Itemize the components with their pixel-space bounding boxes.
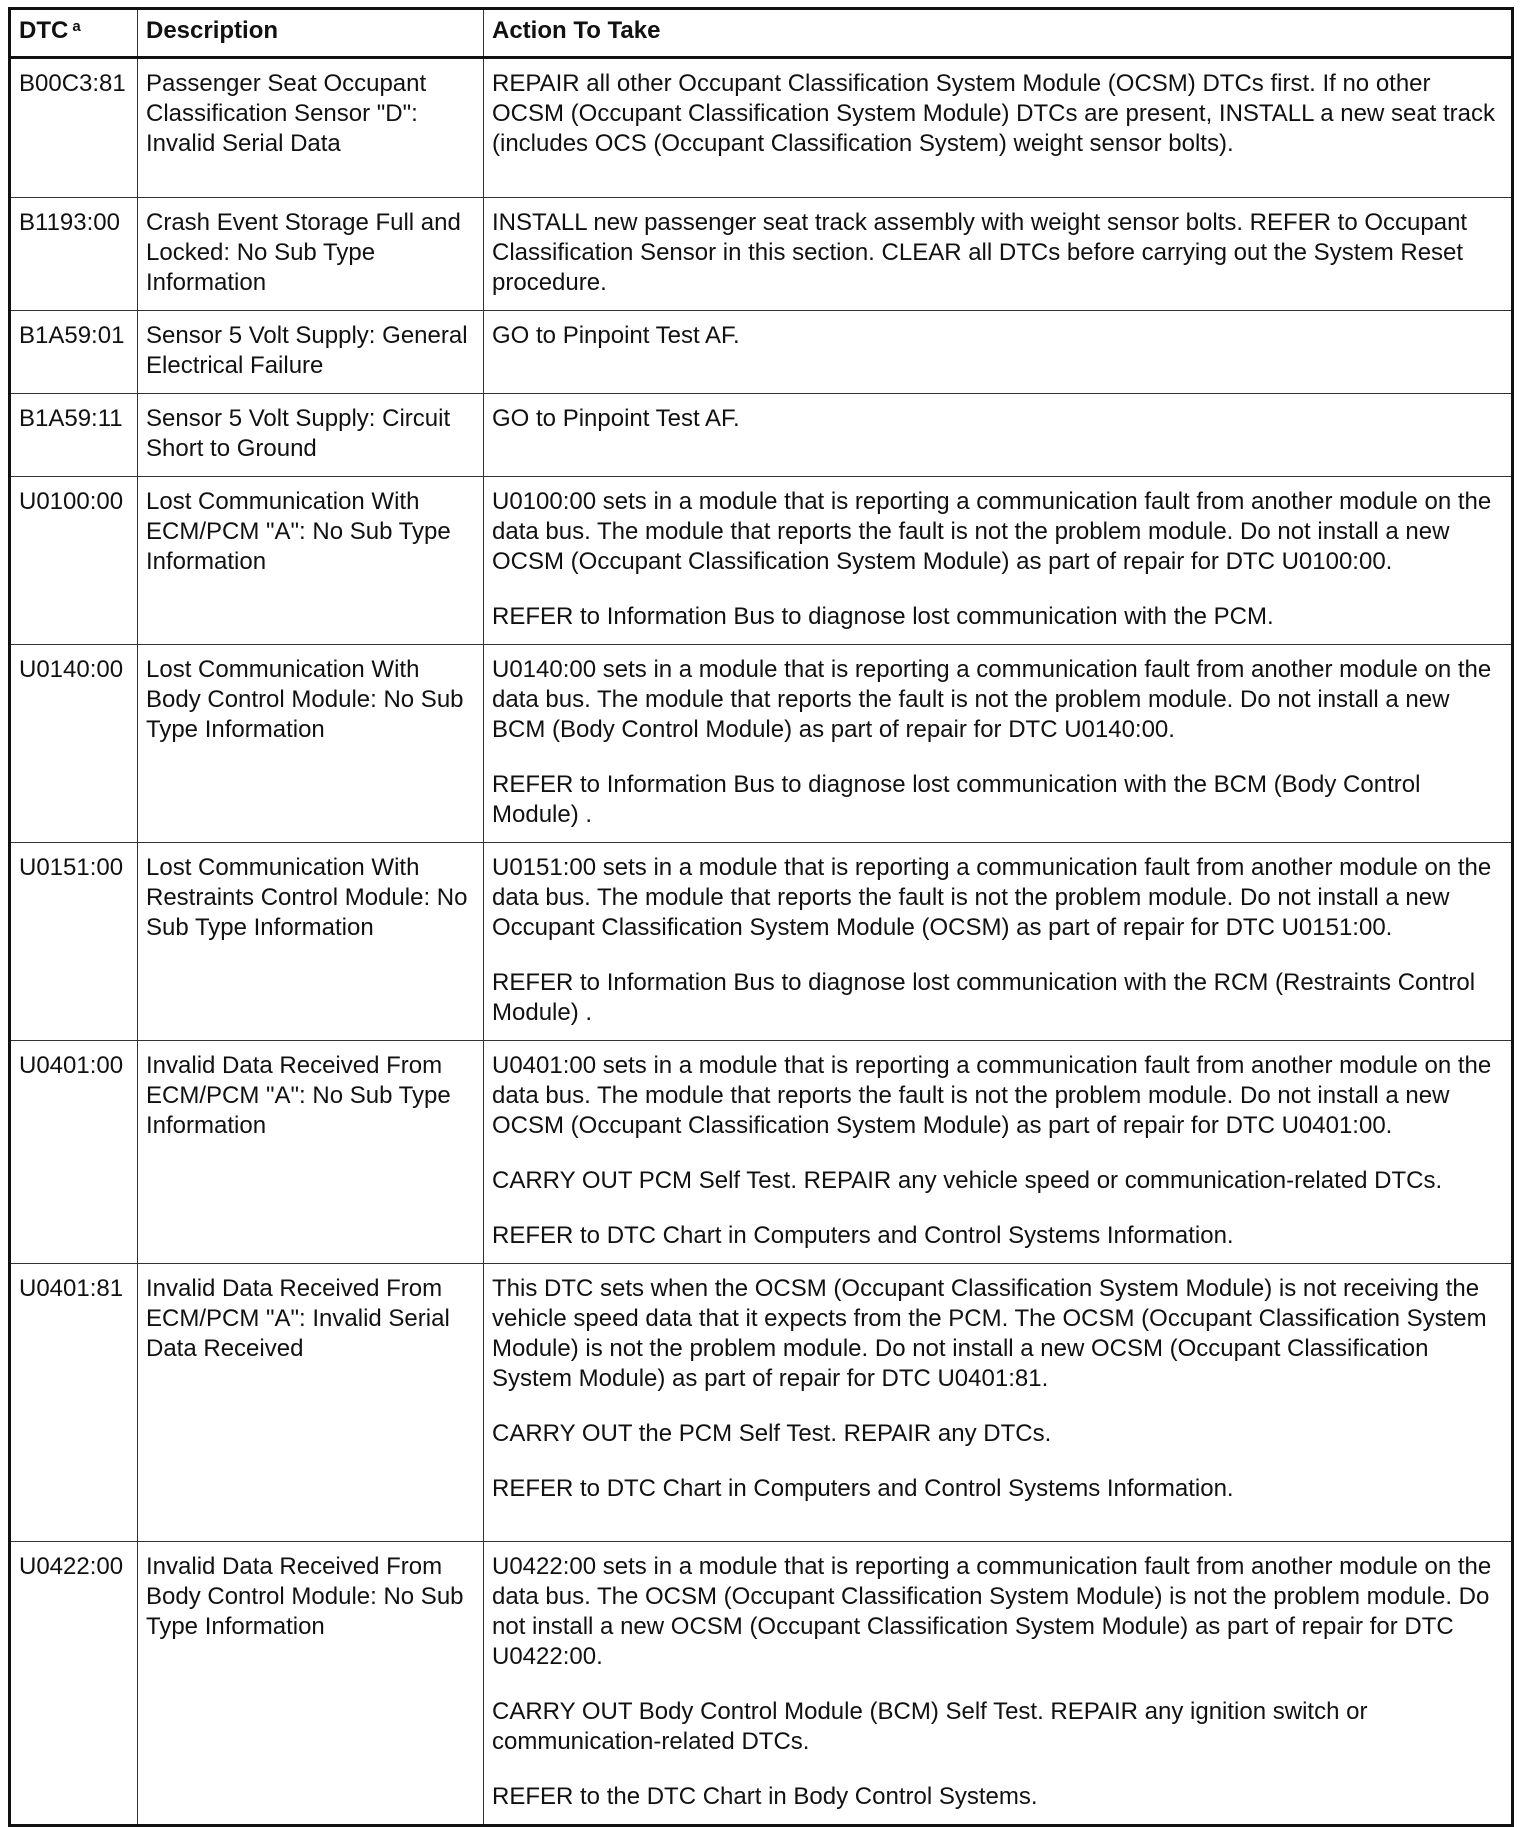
dtc-description: Invalid Data Received From ECM/PCM "A": Invalid Serial Data Received <box>138 1264 484 1542</box>
action-paragraph: GO to Pinpoint Test AF. <box>492 322 740 349</box>
dtc-code: B1193:00 <box>10 198 138 311</box>
dtc-action <box>484 394 1513 477</box>
action-paragraph: U0422:00 sets in a module that is reporting a communication fault from another module on the data bus. The OCSM (Occupant Classification System Module) is not the problem module. Do not install a new OCSM (Occupant Classification System Module) as part of repair for DTC U0422:00. <box>492 1553 1492 1670</box>
table-row <box>10 311 1513 394</box>
header-dtc <box>10 9 138 58</box>
action-paragraph: CARRY OUT PCM Self Test. REPAIR any vehicle speed or communication-related DTCs. <box>492 1167 1443 1194</box>
action-paragraph: REFER to DTC Chart in Computers and Control Systems Information. <box>492 1222 1234 1249</box>
dtc-code: B00C3:81 <box>10 58 138 198</box>
table-row <box>10 198 1513 311</box>
dtc-description: Lost Communication With ECM/PCM "A": No Sub Type Information <box>138 477 484 645</box>
dtc-description: Passenger Seat Occupant Classification Sensor "D": Invalid Serial Data <box>138 58 484 198</box>
action-paragraph: CARRY OUT the PCM Self Test. REPAIR any DTCs. <box>492 1420 1052 1447</box>
dtc-code: U0140:00 <box>10 645 138 843</box>
dtc-code: U0401:00 <box>10 1041 138 1264</box>
table-row <box>10 1264 1513 1542</box>
dtc-description: Crash Event Storage Full and Locked: No Sub Type Information <box>138 198 484 311</box>
action-paragraph: REFER to Information Bus to diagnose lost communication with the BCM (Body Control Module) . <box>492 771 1421 828</box>
dtc-code: U0401:81 <box>10 1264 138 1542</box>
dtc-action <box>484 1264 1513 1542</box>
table-header-row <box>10 9 1513 58</box>
action-paragraph: U0151:00 sets in a module that is reporting a communication fault from another module on the data bus. The module that reports the fault is not the problem module. Do not install a new Occupant Classification System Module (OCSM) as part of repair for DTC U0151:00. <box>492 854 1492 941</box>
dtc-description: Sensor 5 Volt Supply: General Electrical Failure <box>138 311 484 394</box>
header-description: Description <box>138 9 484 58</box>
dtc-code: U0422:00 <box>10 1542 138 1826</box>
action-paragraph: U0140:00 sets in a module that is reporting a communication fault from another module on the data bus. The module that reports the fault is not the problem module. Do not install a new BCM (Body Control Module) as part of repair for DTC U0140:00. <box>492 656 1492 743</box>
dtc-code: B1A59:01 <box>10 311 138 394</box>
dtc-action <box>484 58 1513 198</box>
table-row <box>10 58 1513 198</box>
action-paragraph: This DTC sets when the OCSM (Occupant Classification System Module) is not receiving the vehicle speed data that it expects from the PCM. The OCSM (Occupant Classification System Module) is not the problem module. Do not install a new OCSM (Occupant Classification System Module) as part of repair for DTC U0401:81. <box>492 1275 1487 1392</box>
action-paragraph: U0100:00 sets in a module that is reporting a communication fault from another module on the data bus. The module that reports the fault is not the problem module. Do not install a new OCSM (Occupant Classification System Module) as part of repair for DTC U0100:00. <box>492 488 1492 575</box>
action-paragraph: REPAIR all other Occupant Classification System Module (OCSM) DTCs first. If no other OCSM (Occupant Classification System Module) DTCs are present, INSTALL a new seat track (includes OCS (Occupant Classification System) weight sensor bolts). <box>492 70 1496 157</box>
action-paragraph: GO to Pinpoint Test AF. <box>492 405 740 432</box>
action-paragraph: CARRY OUT Body Control Module (BCM) Self Test. REPAIR any ignition switch or communication-related DTCs. <box>492 1698 1368 1755</box>
dtc-action <box>484 1041 1513 1264</box>
action-paragraph: REFER to DTC Chart in Computers and Control Systems Information. <box>492 1475 1234 1502</box>
header-dtc-footnote: a <box>72 18 81 35</box>
dtc-description: Invalid Data Received From Body Control Module: No Sub Type Information <box>138 1542 484 1826</box>
table-row <box>10 645 1513 843</box>
table-row <box>10 1041 1513 1264</box>
dtc-action <box>484 843 1513 1041</box>
action-paragraph: INSTALL new passenger seat track assembly with weight sensor bolts. REFER to Occupant Classification Sensor in this section. CLEAR all DTCs before carrying out the System Reset procedure. <box>492 209 1468 296</box>
dtc-description: Lost Communication With Body Control Module: No Sub Type Information <box>138 645 484 843</box>
action-paragraph: REFER to the DTC Chart in Body Control Systems. <box>492 1783 1038 1810</box>
dtc-action <box>484 1542 1513 1826</box>
dtc-action <box>484 645 1513 843</box>
dtc-code: B1A59:11 <box>10 394 138 477</box>
dtc-description: Invalid Data Received From ECM/PCM "A": No Sub Type Information <box>138 1041 484 1264</box>
table-row <box>10 394 1513 477</box>
header-action: Action To Take <box>484 9 1513 58</box>
dtc-description: Lost Communication With Restraints Control Module: No Sub Type Information <box>138 843 484 1041</box>
action-paragraph: REFER to Information Bus to diagnose lost communication with the RCM (Restraints Control Module) . <box>492 969 1476 1026</box>
table-row <box>10 477 1513 645</box>
action-paragraph: U0401:00 sets in a module that is reporting a communication fault from another module on the data bus. The module that reports the fault is not the problem module. Do not install a new OCSM (Occupant Classification System Module) as part of repair for DTC U0401:00. <box>492 1052 1492 1139</box>
dtc-action <box>484 198 1513 311</box>
dtc-code: U0151:00 <box>10 843 138 1041</box>
dtc-action <box>484 477 1513 645</box>
dtc-code: U0100:00 <box>10 477 138 645</box>
table-row <box>10 843 1513 1041</box>
table-row <box>10 1542 1513 1826</box>
dtc-action <box>484 311 1513 394</box>
header-dtc-label: DTC <box>19 17 69 44</box>
dtc-table <box>8 7 1514 1827</box>
dtc-description: Sensor 5 Volt Supply: Circuit Short to Ground <box>138 394 484 477</box>
action-paragraph: REFER to Information Bus to diagnose lost communication with the PCM. <box>492 603 1274 630</box>
